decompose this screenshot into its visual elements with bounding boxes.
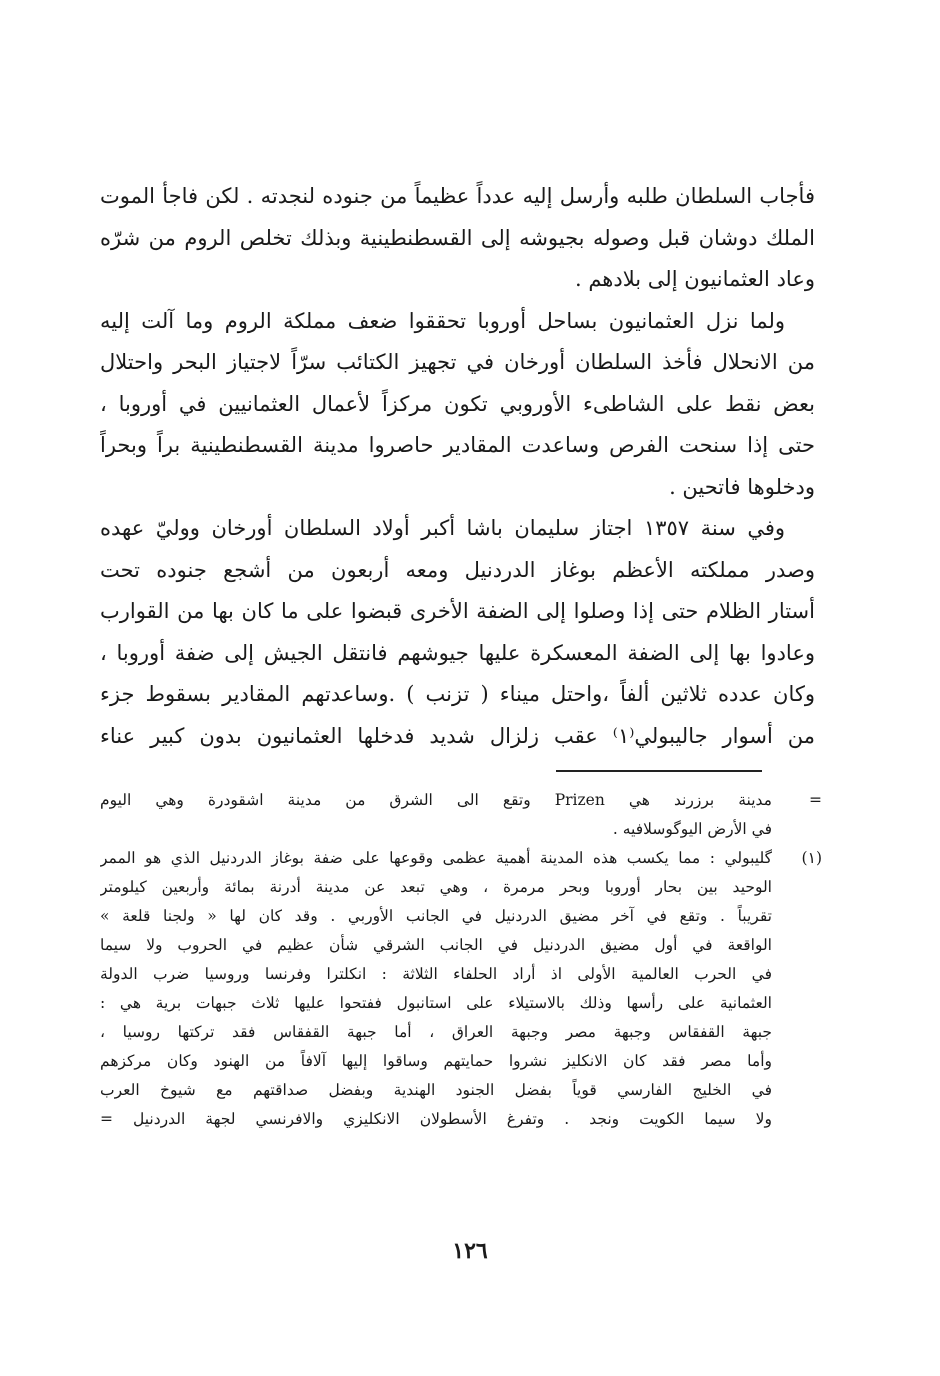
text-line: ودخلوها فاتحين .: [669, 474, 815, 499]
text-line: وعادوا بها إلى الضفة المعسكرة عليها جيوشهم فانتقل الجيش إلى ضفة أوروبا ،: [100, 640, 815, 665]
page-number: ١٢٦: [452, 1238, 488, 1264]
footnote-line: وأما مصر فقد كان الانكليز نشروا حمايتهم وساقوا إليها آلافاً من الهنود وكان مركزهم: [100, 1052, 772, 1070]
footnote-line: جبهة القفقاس وجبهة مصر وجبهة العراق ، أما جبهة القفقاس فقد تركتها روسيا ،: [100, 1023, 772, 1041]
footnote-divider: [556, 770, 762, 772]
footnote-line: الواقعة في أول مضيق الدردنيل في الجانب الشرقي شأن عظيم في الحروب ولا سيما: [100, 936, 772, 954]
footnote-line: مدينة برزرند هي Prizen وتقع الى الشرق من مدينة اشقودرة وهي اليوم: [100, 791, 772, 809]
main-body-text: [100, 176, 815, 757]
footnote-line: ولا سيما الكويت ونجد . وتفرغ الأسطولان الانكليزي والافرنسي لجهة الدردنيل =: [100, 1110, 772, 1128]
footnotes-section: [100, 786, 822, 1134]
footnote-continuation: [100, 786, 822, 844]
footnote-1: [100, 844, 822, 1134]
text-line: وعاد العثمانيون إلى بلادهم .: [574, 267, 815, 291]
text-line: وكان عدده ثلاثين ألفاً ،واحتل ميناء ( تزنب ) .وساعدتهم المقادير بسقوط جزء: [100, 682, 815, 706]
paragraph-2: [100, 301, 815, 509]
text-line: بعض نقط على الشاطىء الأوروبي تكون مركزاً لأعمال العثمانيين في أوروبا ،: [100, 391, 815, 416]
footnote-line: الوحيد بين بحار أوروبا وبحر مرمرة ، وهي تبعد عن مدينة أدرنة بمائة وأربعين كيلومتر: [100, 878, 772, 896]
text-line: فأجاب السلطان طلبه وأرسل إليه عدداً عظيماً من جنوده لنجدته . لكن فاجأ الموت: [100, 184, 815, 208]
paragraph-1: [100, 176, 815, 301]
text-line: ولما نزل العثمانيون بساحل أوروبا تحققوا ضعف مملكة الروم وما آلت إليه: [100, 308, 785, 333]
text-line: الملك دوشان قبل وصوله بجيوشه إلى القسطنطينية وبذلك تخلص الروم من شرّه: [100, 225, 815, 250]
text-line: حتى إذا سنحت الفرص وساعدت المقادير حاصروا مدينة القسطنطينية براً وبحراً: [100, 433, 815, 457]
footnote-line: گليبولي : مما يكسب هذه المدينة أهمية عظمى وقوعها على ضفة بوغاز الدردنيل الذي هو الممر: [100, 849, 772, 867]
text-line: من أسوار جاليبولي⁽١⁾ عقب زلزال شديد فدخلها العثمانيون بدون كبير عناء: [100, 723, 815, 748]
footnote-marker: (١): [801, 849, 822, 867]
text-line: أستار الظلام حتى إذا وصلوا إلى الضفة الأخرى قبضوا على ما كان بها من القوارب: [100, 599, 815, 623]
footnote-line: في الحرب العالمية الأولى اذ أراد الحلفاء الثلاثة : انكلترا وفرنسا وروسيا ضرب الدولة: [100, 965, 772, 983]
footnote-line: العثمانية على رأسها وذلك بالاستيلاء على استانبول ففتحوا عليها ثلاث جبهات برية هي :: [100, 994, 772, 1012]
footnote-line: تقريباً . وتقع في آخر مضيق الدردنيل في الجانب الأوربي . وقد كان لها « ولجنا قلعة »: [100, 907, 772, 925]
text-line: وفي سنة ١٣٥٧ اجتاز سليمان باشا أكبر أولاد السلطان أورخان ووليّ عهده: [100, 516, 786, 540]
paragraph-3: [100, 508, 815, 757]
footnote-line: في الخليج الفارسي قوياً بفضل الجنود الهندية وبفضل صداقتهم مع شيوخ العرب: [100, 1081, 772, 1099]
footnote-line: في الأرض اليوگوسلافيه .: [612, 820, 772, 838]
footnote-marker: =: [809, 791, 822, 809]
text-line: من الانحلال فأخذ السلطان أورخان في تجهيز الكتائب سرّاً لاجتياز البحر واحتلال: [100, 350, 815, 374]
text-line: وصدر مملكته الأعظم بوغاز الدردنيل ومعه أربعون من أشجع جنوده تحت: [100, 557, 815, 582]
